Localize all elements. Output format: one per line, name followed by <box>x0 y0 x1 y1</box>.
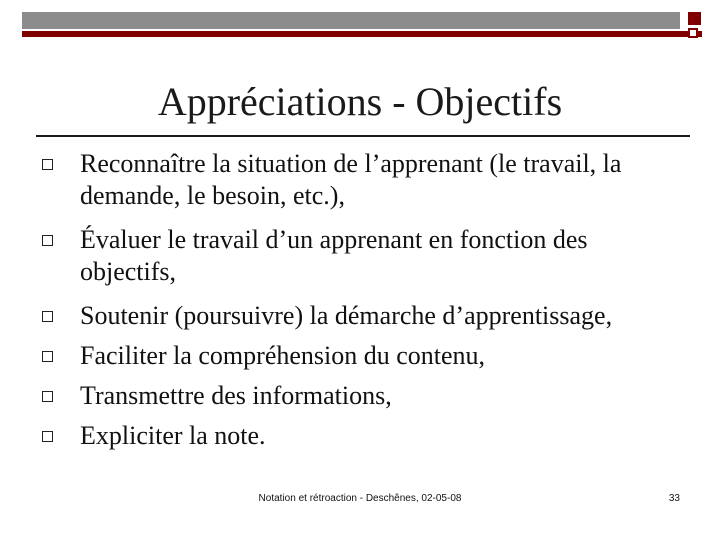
bullet-item <box>80 380 690 412</box>
footer-text: Notation et rétroaction - Deschênes, 02-05-08 <box>258 493 462 504</box>
bullet-item <box>80 300 690 332</box>
title-divider <box>36 135 690 137</box>
bullet-text: Évaluer le travail d’un apprenant en fonction des objectifs, <box>80 225 588 286</box>
bullet-item <box>80 420 690 452</box>
square-bullet-icon <box>42 235 53 246</box>
bullet-text: Reconnaître la situation de l’apprenant (le travail, la demande, le besoin, etc.), <box>80 149 622 210</box>
corner-square-filled <box>688 12 701 25</box>
bullet-item <box>80 148 690 212</box>
slide-title: Appréciations - Objectifs <box>157 79 563 124</box>
square-bullet-icon <box>42 159 53 170</box>
bullet-text: Expliciter la note. <box>80 421 266 450</box>
square-bullet-icon <box>42 351 53 362</box>
bullet-item <box>80 224 690 288</box>
bullet-item <box>80 340 690 372</box>
square-bullet-icon <box>42 311 53 322</box>
bullet-text: Soutenir (poursuivre) la démarche d’apprentissage, <box>80 301 613 330</box>
square-bullet-icon <box>42 391 53 402</box>
top-decorative-band <box>22 12 680 29</box>
bullet-text: Faciliter la compréhension du contenu, <box>80 341 486 370</box>
top-accent-line <box>22 31 702 37</box>
page-number: 33 <box>668 493 680 504</box>
corner-square-outline <box>688 28 698 38</box>
bullet-text: Transmettre des informations, <box>80 381 392 410</box>
square-bullet-icon <box>42 431 53 442</box>
